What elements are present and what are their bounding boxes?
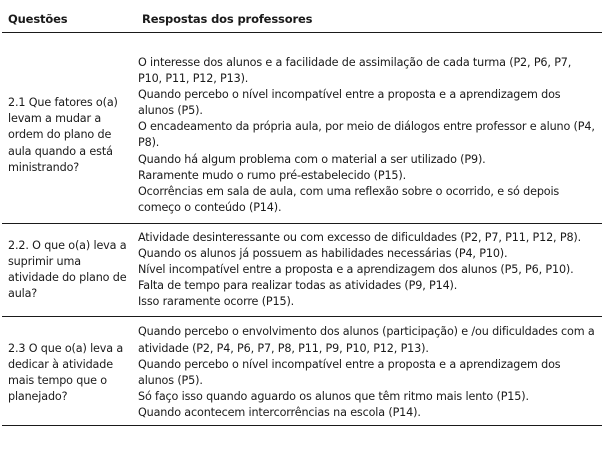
- answer-item: Atividade desinteressante ou com excesso de dificuldades (P2, P7, P11, P12, P8).: [138, 230, 582, 244]
- answer-item: Falta de tempo para realizar todas as atividades (P9, P14).: [138, 279, 458, 293]
- answer-item: Nível incompatível entre a proposta e a aprendizagem dos alunos (P5, P6, P10).: [138, 263, 574, 277]
- table-row: [2, 223, 602, 316]
- responses-table: [2, 4, 602, 426]
- question-cell: 2.3 O que o(a) leva a dedicar à atividade mais tempo que o planejado?: [2, 317, 132, 426]
- answers-cell: [132, 317, 602, 426]
- answer-item: O encadeamento da própria aula, por meio de diálogos entre professor e aluno (P4, P8).: [138, 120, 595, 150]
- header-questions: Questões: [2, 4, 132, 33]
- answer-item: Quando percebo o nível incompatível entre a proposta e a aprendizagem dos alunos (P5).: [138, 88, 561, 118]
- table-row: [2, 33, 602, 224]
- answers-cell: [132, 33, 602, 224]
- answer-item: O interesse dos alunos e a facilidade de assimilação de cada turma (P2, P6, P7, P10, P11, P12, P13).: [138, 56, 572, 86]
- question-cell: 2.2. O que o(a) leva a suprimir uma atividade do plano de aula?: [2, 223, 132, 316]
- answer-item: Ocorrências em sala de aula, com uma reflexão sobre o ocorrido, e só depois começo o conteúdo (P14).: [138, 184, 560, 214]
- table-header-row: [2, 4, 602, 33]
- question-cell: 2.1 Que fatores o(a) levam a mudar a ordem do plano de aula quando a está ministrando?: [2, 33, 132, 224]
- answer-item: Raramente mudo o rumo pré-estabelecido (P15).: [138, 168, 406, 182]
- table-row: [2, 317, 602, 426]
- answer-item: Quando os alunos já possuem as habilidades necessárias (P4, P10).: [138, 247, 508, 261]
- answer-item: Quando há algum problema com o material a ser utilizado (P9).: [138, 152, 486, 166]
- answer-item: Quando acontecem intercorrências na escola (P14).: [138, 405, 421, 419]
- answer-item: Quando percebo o nível incompatível entre a proposta e a aprendizagem dos alunos (P5).: [138, 357, 561, 387]
- answer-item: Quando percebo o envolvimento dos alunos (participação) e /ou dificuldades com a atividade (P2, P4, P6, P7, P8, P11, P9, P10, P12, P13).: [138, 325, 595, 355]
- answer-item: Isso raramente ocorre (P15).: [138, 295, 295, 309]
- header-answers: Respostas dos professores: [132, 4, 602, 33]
- answer-item: Só faço isso quando aguardo os alunos que têm ritmo mais lento (P15).: [138, 389, 529, 403]
- answers-cell: [132, 223, 602, 316]
